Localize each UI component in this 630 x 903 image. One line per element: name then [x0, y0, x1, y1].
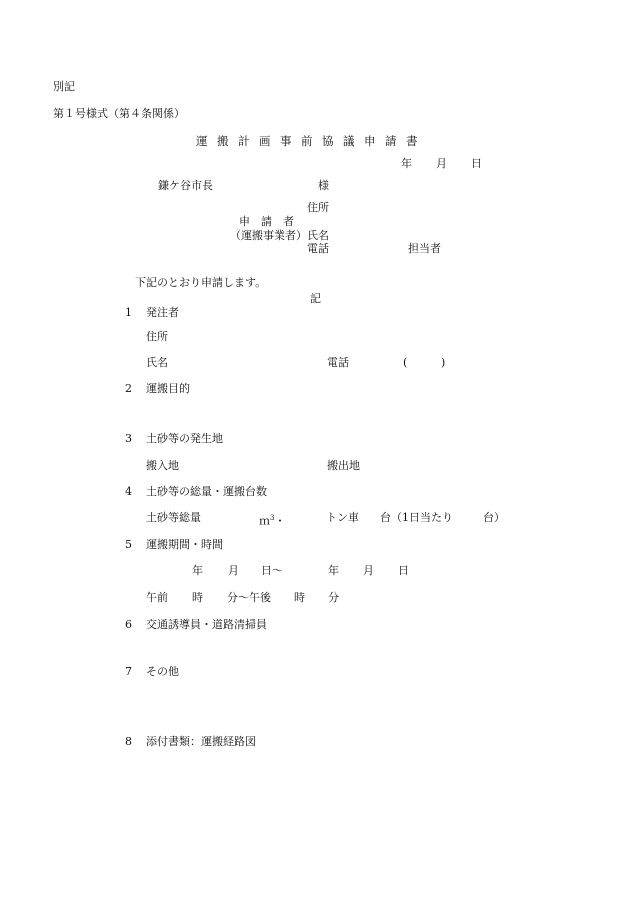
applicant-phone-label: 電話 — [307, 242, 329, 255]
applicant-role-label: 申 請 者 — [239, 215, 294, 228]
date-month-label: 月 — [436, 157, 447, 170]
applicant-role-sub-label: （運搬事業者） — [230, 229, 307, 242]
document-title: 運搬計画事前協議申請書 — [196, 134, 427, 148]
meter-unit: ｍ — [259, 514, 270, 528]
item-2-number: 2 — [125, 382, 132, 395]
total-volume-label: 土砂等総量 — [146, 511, 201, 524]
orderer-name-label: 氏名 — [146, 356, 168, 369]
cubic-meter-unit — [259, 511, 285, 529]
carry-out-label: 搬出地 — [327, 459, 360, 472]
applicant-contact-label: 担当者 — [408, 242, 441, 255]
to-day-label: 日 — [398, 564, 409, 577]
applicant-name-label: 氏名 — [307, 229, 329, 242]
annex-label: 別記 — [53, 80, 75, 93]
item-4-label: 土砂等の総量・運搬台数 — [146, 485, 267, 498]
to-month-label: 月 — [363, 564, 374, 577]
to-year-label: 年 — [328, 564, 339, 577]
am-label: 午前 — [146, 591, 168, 604]
from-day-label: 日～ — [261, 564, 283, 577]
orderer-phone-paren-open: ( — [403, 356, 408, 369]
orderer-phone-paren-close: ) — [441, 356, 446, 369]
item-1-label: 発注者 — [146, 306, 179, 319]
from-year-label: 年 — [192, 564, 203, 577]
carry-in-label: 搬入地 — [146, 459, 179, 472]
date-day-label: 日 — [471, 157, 482, 170]
item-6-label: 交通誘導員・道路清掃員 — [146, 618, 267, 631]
from-month-label: 月 — [228, 564, 239, 577]
pm-hour-label: 時 — [294, 591, 305, 604]
item-7-number: 7 — [125, 665, 132, 678]
ki-label: 記 — [310, 292, 321, 305]
item-3-number: 3 — [125, 432, 132, 445]
ton-truck-label: トン車 — [326, 511, 359, 524]
item-8-label: 添付書類：運搬経路図 — [146, 735, 256, 748]
item-4-number: 4 — [125, 485, 132, 498]
units-close-label: 台） — [483, 511, 505, 524]
orderer-phone-label: 電話 — [327, 356, 349, 369]
pm-minute-label: 分 — [328, 591, 339, 604]
intro-text: 下記のとおり申請します。 — [135, 276, 267, 289]
item-5-number: 5 — [125, 538, 132, 551]
item-6-number: 6 — [125, 618, 132, 631]
form-number: 第１号様式（第４条関係） — [53, 107, 185, 120]
item-3-label: 土砂等の発生地 — [146, 432, 223, 445]
item-1-number: 1 — [125, 306, 132, 319]
units-per-day-label: 台（1日当たり — [380, 511, 453, 524]
item-2-label: 運搬目的 — [146, 382, 190, 395]
addressee-honorific: 様 — [318, 179, 329, 192]
unit-separator: ・ — [274, 514, 286, 528]
orderer-address-label: 住所 — [146, 330, 168, 343]
cubic-superscript: 3 — [270, 514, 275, 522]
am-minute-label: 分～午後 — [227, 591, 271, 604]
date-year-label: 年 — [401, 157, 412, 170]
addressee-name: 鎌ケ谷市長 — [158, 179, 213, 192]
item-8-number: 8 — [125, 735, 132, 748]
item-7-label: その他 — [146, 665, 179, 678]
item-5-label: 運搬期間・時間 — [146, 538, 223, 551]
applicant-address-label: 住所 — [307, 201, 329, 214]
am-hour-label: 時 — [192, 591, 203, 604]
